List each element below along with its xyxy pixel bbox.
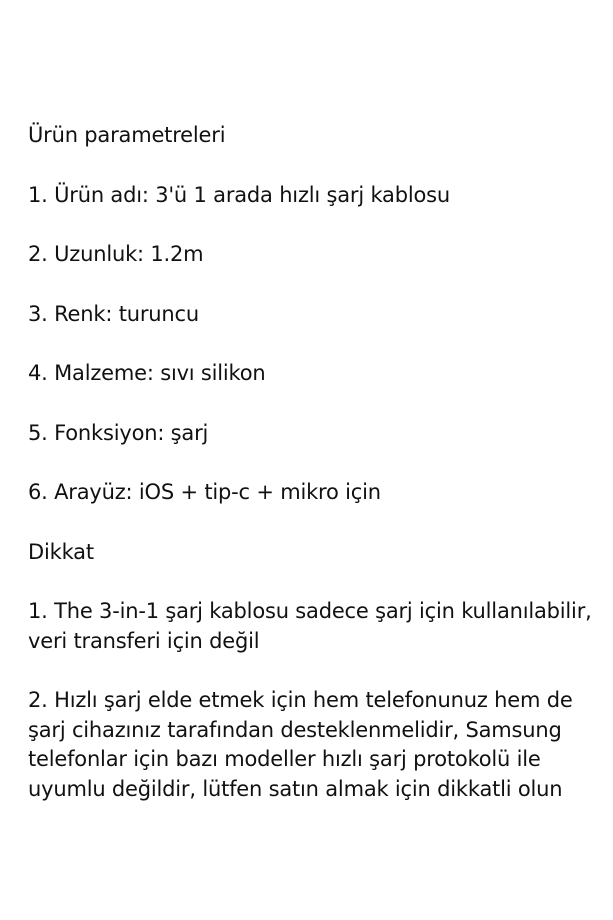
- product-description: [28, 121, 598, 804]
- parameter-function: 5. Fonksiyon: şarj: [28, 420, 209, 445]
- parameter-interface: 6. Arayüz: iOS + tip-c + mikro için: [28, 480, 381, 504]
- section-title-parameters: Ürün parametreleri: [28, 123, 226, 147]
- parameter-length: 2. Uzunluk: 1.2m: [28, 242, 204, 266]
- notice-item-fast-charge: 2. Hızlı şarj elde etmek için hem telefonunuz hem de şarj cihazınız tarafından desteklenmelidir, Samsung telefonlar için bazı modeller hızlı şarj protokolü ile uyumlu değildir, lütfen satın almak için dikkatli olun: [28, 688, 573, 801]
- notice-item-data-transfer: 1. The 3-in-1 şarj kablosu sadece şarj için kullanılabilir, veri transferi için değil: [28, 599, 592, 653]
- parameter-color: 3. Renk: turuncu: [28, 301, 199, 326]
- section-title-notice: Dikkat: [28, 539, 94, 564]
- parameter-material: 4. Malzeme: sıvı silikon: [28, 361, 266, 385]
- parameter-product-name: 1. Ürün adı: 3'ü 1 arada hızlı şarj kablosu: [28, 182, 450, 207]
